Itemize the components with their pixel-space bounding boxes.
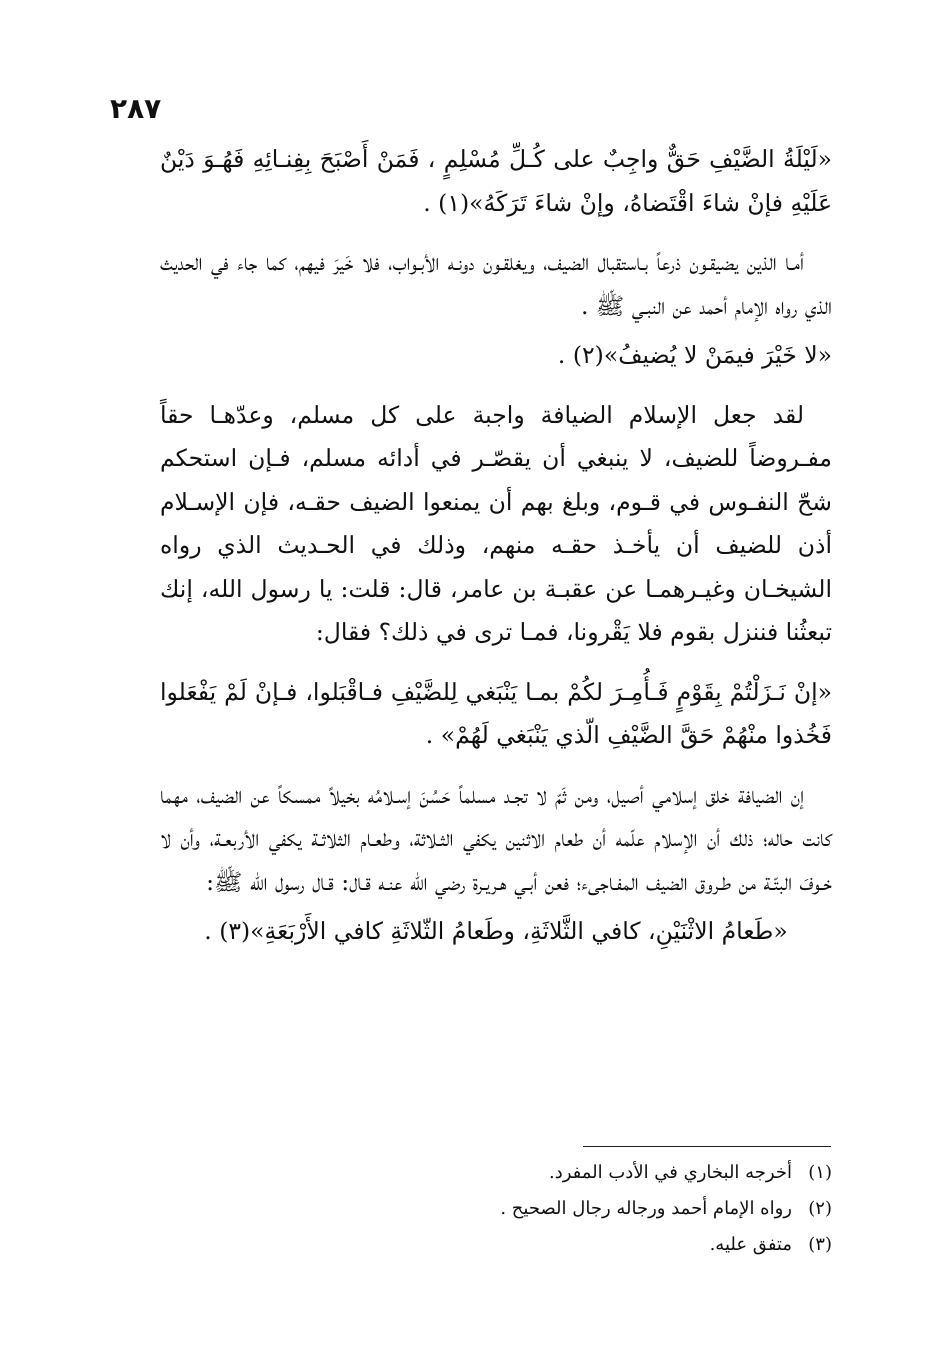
footnotes: [160, 1155, 832, 1263]
footnote-number: (١): [808, 1162, 832, 1183]
footnote-number: (٣): [808, 1234, 832, 1255]
hadith-quote-2: «لا خَيْرَ فيمَنْ لا يُضيفُ»(٢) .: [557, 341, 832, 369]
footnote-2: [160, 1191, 832, 1227]
hadith-quote-1: «لَيْلَةُ الضَّيْفِ حَقٌّ واجِبٌ على كُـلِّ مُسْلِمٍ ، فَمَنْ أَصْبَحَ بِفِنـائِهِ فَهُـوَ دَيْنٌ عَلَيْهِ فإنْ شاءَ اقْتَضاهُ، وإنْ شاءَ تَرَكَهُ»(١) .: [160, 145, 832, 217]
page-number: ٢٨٧: [110, 92, 162, 125]
paragraph-1: أمـا الذين يضيقـون ذرعاً بـاستقبال الضيف، ويغلقـون دونـه الأبـواب، فلا خَيرَ فيهم، كما جاء في الحديث الذي رواه الإمام أحمد عن النبـي ﷺ .: [160, 248, 832, 320]
footnote-3: [160, 1227, 832, 1263]
hadith-quote-3: «إنْ نَـزَلْتُمْ بِقَوْمٍ فَـأُمِـرَ لكُمْ بمـا يَنْبَغي لِلضَّيْفِ فـاقْبَلوا، فـإنْ لَمْ يَفْعَلوا فَخُذوا منْهُمْ حَقَّ الضَّيْفِ الّذي يَنْبَغي لَهُمْ» .: [160, 677, 832, 749]
paragraph-2: لقد جعل الإسلام الضيافة واجبة على كل مسلم، وعدّهـا حقاً مفـروضاً للضيف، لا ينبغي أن يقصّـر في أدائه مسلم، فـإن استحكم شحّ النفـوس في قـوم، وبلغ بهم أن يمنعوا الضيف حقـه، فإن الإسـلام أذن للضيف أن يأخـذ حقـه منهم، وذلك في الحـديث الذي رواه الشيخـان وغيـرهمـا عن عقبـة بن عامر، قال: قلت: يا رسول الله، إنك تبعثُنا فننزل بقوم فلا يَقْرونا، فمـا ترى في ذلك؟ فقال:: [160, 400, 832, 646]
hadith-quote-4: «طَعامُ الاثْنَيْنِ، كافي الثَّلاثَةِ، وطَعامُ الثّلاثَةِ كافي الأَرْبَعَةِ»(٣) .: [204, 917, 788, 945]
footnote-text: أخرجه البخاري في الأدب المفرد.: [548, 1162, 792, 1183]
footnote-1: [160, 1155, 832, 1191]
paragraph-3: إن الضيافة خلق إسلامي أصيل، ومن ثَمّ لا تجـد مسلماً حَسُنَ إسـلامُه بخيلاً ممسكاً عن الضيف، مهما كانت حاله؛ ذلك أن الإسلام علّمه أن طعام الاثنين يكفي الثـلاثة، وطعـام الثلاثـة يكفي الأربعـة، وأن لا خـوفَ البتّـة من طـروق الضيف المفـاجىء؛ فعن أبـي هـريـرة رضي الله عنـه قـال: قـال رسول الله ﷺ:: [160, 780, 832, 896]
footnote-number: (٢): [808, 1198, 832, 1219]
footnote-text: متفق عليه.: [709, 1234, 792, 1255]
footnote-text: رواه الإمام أحمد ورجاله رجال الصحيح .: [500, 1198, 792, 1219]
footnote-divider: [583, 1146, 831, 1147]
main-text: [160, 138, 832, 954]
